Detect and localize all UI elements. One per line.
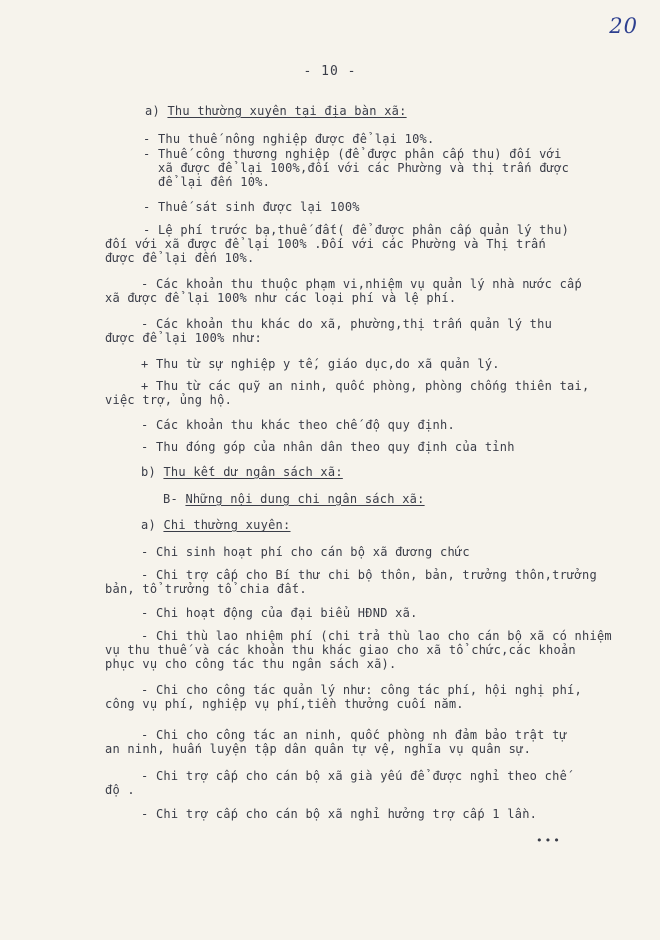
text-line: việc trợ, ủng hộ. [105,393,233,407]
text-line: để lại đến 10%. [158,175,271,189]
text-line: - Chi cho công tác quản lý như: công tác phí, hội nghị phí, [141,683,583,697]
heading-prefix: a) [141,518,156,532]
text-line: - Chi trợ cấp cho cán bộ xã già yếu để được nghỉ theo chế [141,769,568,783]
text-line: đối với xã được để lại 100% .Đối với các Phường và Thị trấn [105,237,547,251]
text-line: + Thu từ các quỹ an ninh, quốc phòng, phòng chống thiên tai, [141,379,590,393]
heading-text: Chi thường xuyên: [163,518,291,532]
page-number: - 10 - [303,64,357,79]
heading-text: Những nội dung chi ngân sách xã: [185,492,425,506]
text-line: - Thu đóng góp của nhân dân theo quy định của tỉnh [141,440,515,454]
heading-B-noi-dung-chi [163,493,425,506]
text-line: bản, tổ trưởng tổ chia đất. [105,582,307,596]
text-line: - Chi thù lao nhiệm phí (chi trả thù lao cho cán bộ xã có nhiệm [141,629,612,643]
heading-prefix: b) [141,465,156,479]
text-line: công vụ phí, nghiệp vụ phí,tiền thưởng cuối năm. [105,697,464,711]
heading-text: Thu thường xuyên tại địa bàn xã: [167,104,407,118]
text-line: - Lệ phí trước bạ,thuế đất( để được phân cấp quản lý thu) [143,223,570,237]
text-line: - Các khoản thu thuộc phạm vi,nhiệm vụ quản lý nhà nước cấp [141,277,583,291]
text-line: được để lại đến 10%. [105,251,255,265]
text-line: - Thuế sát sinh được lại 100% [143,200,360,214]
heading-a-chi-thuong-xuyen [141,519,291,532]
handwritten-page-number: 20 [609,14,638,38]
text-line: vụ thu thuế và các khoản thu khác giao cho xã tổ chức,các khoản [105,643,576,657]
text-line: + Thu từ sự nghiệp y tế, giáo dục,do xã quản lý. [141,357,500,371]
heading-a-thu-thuong-xuyen [145,105,407,118]
text-line: - Chi trợ cấp cho cán bộ xã nghỉ hưởng trợ cấp 1 lần. [141,807,538,821]
text-line: - Thuế công thương nghiệp (để được phân cấp thu) đối với [143,147,562,161]
text-line: - Các khoản thu khác theo chế độ quy định. [141,418,455,432]
heading-b-thu-ket-du [141,466,343,479]
text-line: xã được để lại 100% như các loại phí và lệ phí. [105,291,457,305]
text-line: - Chi sinh hoạt phí cho cán bộ xã đương chức [141,545,470,559]
text-line: độ . [105,783,135,797]
heading-prefix: B- [163,492,178,506]
text-line: - Các khoản thu khác do xã, phường,thị trấn quản lý thu [141,317,553,331]
text-line: - Chi trợ cấp cho Bí thư chi bộ thôn, bản, trưởng thôn,trưởng [141,568,597,582]
text-line: an ninh, huấn luyện tập dân quân tự vệ, nghĩa vụ quân sự. [105,742,532,756]
text-line: - Chi cho công tác an ninh, quốc phòng nh đảm bảo trật tự [141,728,568,742]
text-line: phục vụ cho công tác thu ngân sách xã). [105,657,397,671]
end-mark: ••• [536,834,562,847]
heading-text: Thu kết dư ngân sách xã: [163,465,343,479]
heading-prefix: a) [145,104,160,118]
text-line: - Thu thuế nông nghiệp được để lại 10%. [143,132,435,146]
text-line: - Chi hoạt động của đại biểu HĐND xã. [141,606,418,620]
text-line: được để lại 100% như: [105,331,262,345]
text-line: xã được để lại 100%,đối với các Phường và thị trấn được [158,161,570,175]
